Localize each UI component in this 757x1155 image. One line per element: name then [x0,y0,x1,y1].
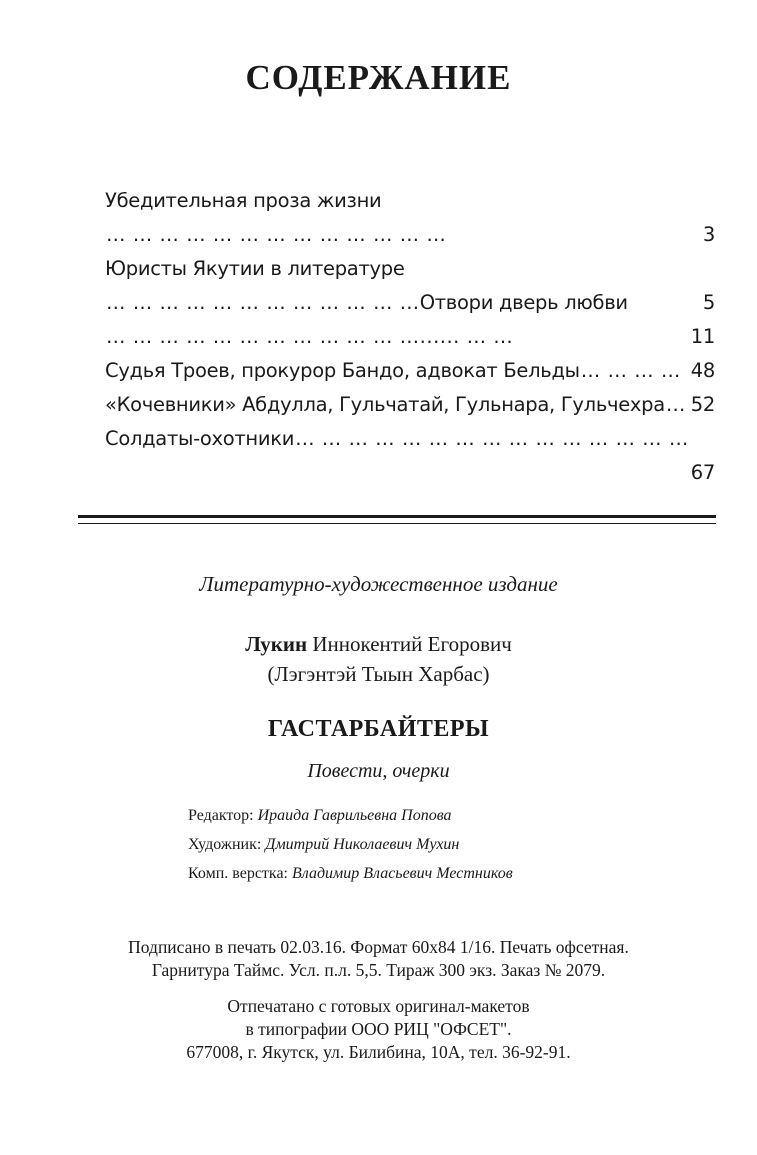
toc-page-number: 48 [690,359,715,382]
toc-entry [105,372,715,419]
toc-entry-title: «Кочевники» Абдулла, Гульчатай, Гульнара, Гульчехра [105,393,665,416]
toc-entry-title: Убедительная проза жизни [105,189,382,212]
author-given-names: Иннокентий Егорович [312,632,512,656]
toc-entry [105,184,715,246]
credit-layout [188,864,513,893]
author-surname: Лукин [245,632,308,656]
toc-leader-dots: … … … … [580,359,681,382]
credit-role: Комп. верстка: [188,865,288,882]
toc-page-number: 11 [690,325,715,348]
credit-role: Редактор: [188,807,254,824]
toc-title: СОДЕРЖАНИЕ [245,58,512,97]
toc-entry-title: Судья Троев, прокурор Бандо, адвокат Бельды [105,359,580,382]
toc-entry-title: Юристы Якутии в литературе [105,257,405,280]
toc-entry [105,419,715,484]
toc-leader-dots: … … … … … … … … … … … … [106,291,420,314]
credit-person: Ираида Гаврильевна Попова [257,807,452,824]
toc-leader-dots: … … … … … … … … … … … … … … … [295,427,689,450]
toc-leader-dots: … [665,393,686,416]
toc-page-number: 3 [702,223,715,246]
printer-address: 677008, г. Якутск, ул. Билибина, 10А, тел. 36-92-91. [186,1042,571,1062]
author-name [0,632,757,657]
credit-person: Владимир Власьевич Местников [292,865,513,882]
imprint-line: Гарнитура Таймс. Усл. п.л. 5,5. Тираж 300 экз. Заказ № 2079. [151,960,606,980]
book-genre: Повести, очерки [307,760,450,782]
book-title: ГАСТАРБАЙТЕРЫ [267,716,490,742]
credit-person: Дмитрий Николаевич Мухин [265,836,460,853]
toc-entry [105,325,715,382]
toc-entry-title: Отвори дверь любви [419,291,628,314]
credits-list [188,806,513,893]
credit-editor [188,806,513,835]
credit-role: Художник: [188,836,262,853]
toc-page-number: 67 [690,461,715,484]
author-pseudonym: (Лэгэнтэй Тыын Харбас) [267,662,490,686]
divider-thick [78,515,716,518]
toc-page-number: 5 [702,291,715,314]
printer-line: Отпечатано с готовых оригинал-макетов [227,996,530,1016]
toc-entry-title: Солдаты-охотники [105,427,295,450]
credit-artist [188,835,513,864]
toc-leader-dots: … … … … … … … … … … … …...... … … [106,325,514,348]
toc-entry [105,278,715,348]
edition-type: Литературно-художественное издание [199,572,558,596]
toc-page-number: 52 [690,393,715,416]
printer-line: в типографии ООО РИЦ "ОФСЕТ". [245,1019,512,1039]
toc-list [105,184,715,490]
toc-leader-dots: … … … … … … … … … … … … … [106,223,447,246]
divider-thin [78,523,716,524]
imprint-line: Подписано в печать 02.03.16. Формат 60х84 1/16. Печать офсетная. [128,937,629,957]
